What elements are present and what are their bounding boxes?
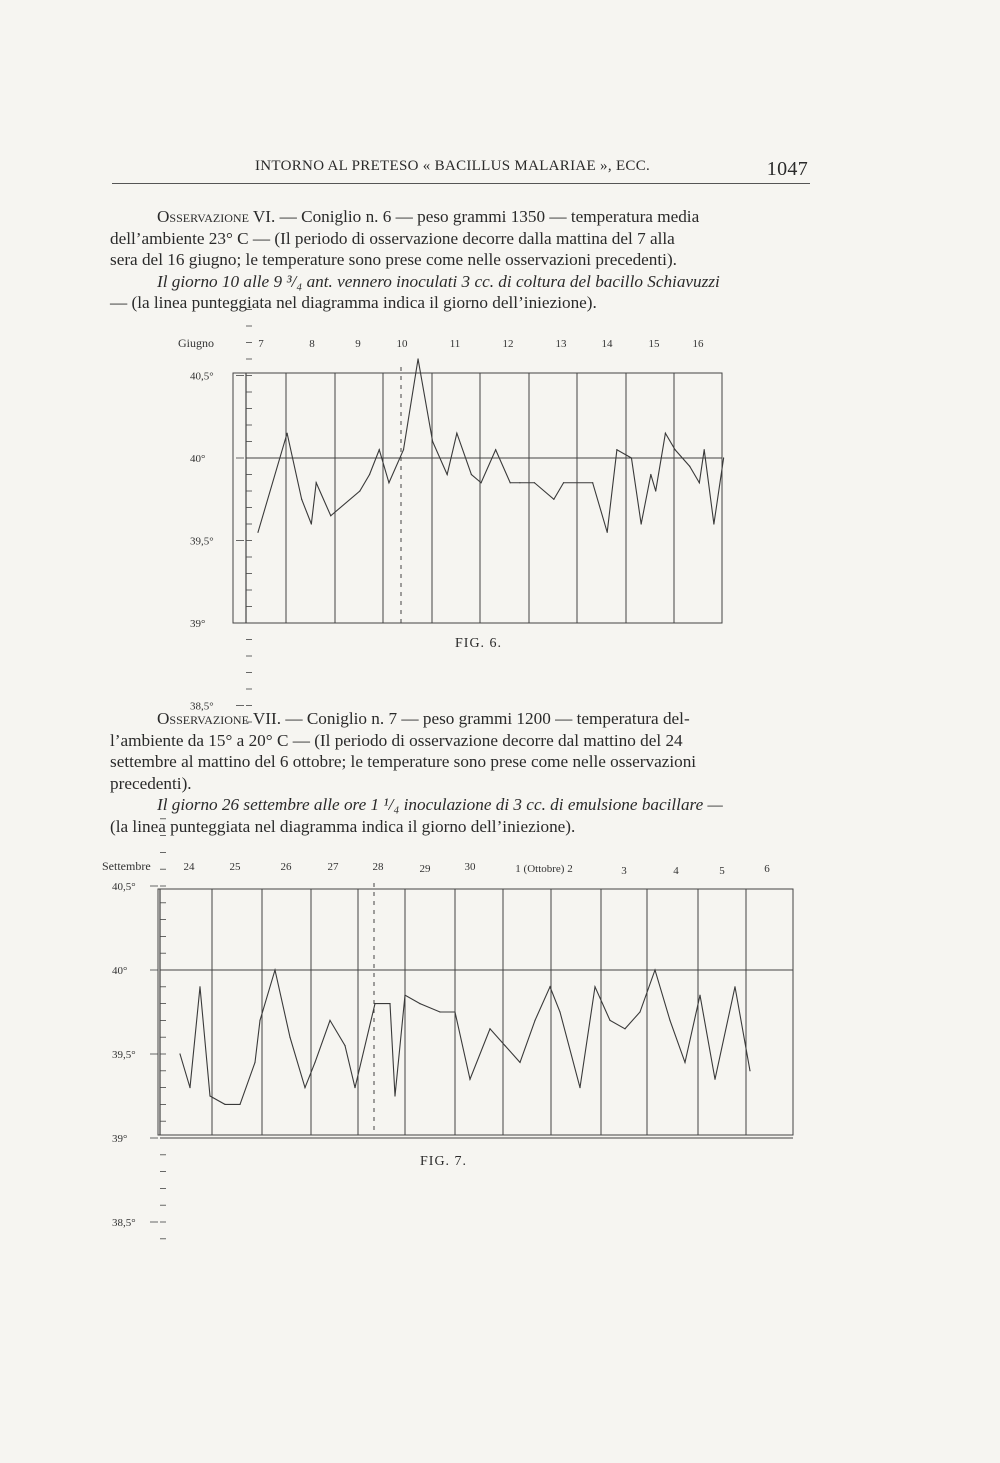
- temperature-point: [189, 1087, 190, 1088]
- figure-7-caption: FIG. 7.: [420, 1154, 468, 1169]
- obs6-line1-rest: — Coniglio n. 6 — peso grammi 1350 — temperatura media: [275, 207, 700, 226]
- day-label: 5: [719, 865, 725, 877]
- temperature-series-line: [180, 970, 750, 1104]
- page-number: 1047: [766, 158, 808, 180]
- temperature-point: [749, 1070, 750, 1071]
- temperature-point: [289, 1037, 290, 1038]
- y-tick-label: 40°: [112, 965, 128, 977]
- y-tick-label: 39°: [190, 618, 206, 630]
- y-tick-label: 38,5°: [190, 700, 214, 713]
- temperature-point: [394, 1095, 395, 1096]
- temperature-point: [389, 1003, 390, 1004]
- day-label: 13: [555, 338, 567, 350]
- temperature-point: [404, 995, 405, 996]
- temperature-point: [239, 1104, 240, 1105]
- temperature-point: [489, 1028, 490, 1029]
- day-label: 12: [502, 338, 514, 350]
- day-label: 29: [419, 863, 431, 875]
- running-title: INTORNO AL PRETESO « BACILLUS MALARIAE », ECC.: [255, 158, 651, 174]
- temperature-point: [519, 1062, 520, 1063]
- temperature-point: [179, 1053, 180, 1054]
- obs6-line3: sera del 16 giugno; le temperature sono prese come nelle osservazioni precedenti).: [110, 250, 677, 269]
- day-label: 9: [355, 338, 361, 350]
- temperature-point: [624, 1028, 625, 1029]
- temperature-point: [714, 1079, 715, 1080]
- obs7-line1-rest: — Coniglio n. 7 — peso grammi 1200 — temperatura del-: [281, 709, 690, 728]
- day-label: 14: [601, 338, 613, 350]
- day-label: 28: [372, 861, 384, 873]
- temperature-point: [314, 1062, 315, 1063]
- day-label: 11: [449, 338, 461, 350]
- day-label: 26: [280, 861, 292, 873]
- y-tick-label: 40°: [190, 453, 206, 465]
- day-label: 30: [464, 861, 476, 873]
- temperature-point: [199, 986, 200, 987]
- temperature-point: [654, 969, 655, 970]
- obs7-heading: Osservazione VII.: [157, 709, 282, 728]
- temperature-point: [639, 1011, 640, 1012]
- y-tick-label: 39,5°: [112, 1049, 136, 1061]
- day-label: 27: [327, 861, 339, 873]
- month-label: Settembre: [102, 859, 151, 873]
- day-label: 24: [183, 861, 195, 873]
- obs6-line5: — (la linea punteggiata nel diagramma indica il giorno dell’iniezione).: [110, 293, 597, 312]
- y-tick-label: 38,5°: [112, 1217, 136, 1229]
- obs6-line2: dell’ambiente 23° C — (Il periodo di osservazione decorre dalla mattina del 7 alla: [110, 228, 675, 248]
- obs7-line4: precedenti).: [110, 773, 192, 793]
- temperature-point: [734, 986, 735, 987]
- day-label: 25: [229, 861, 241, 873]
- temperature-point: [374, 1003, 375, 1004]
- day-label: 6: [764, 863, 770, 875]
- temperature-point: [579, 1087, 580, 1088]
- temperature-point: [549, 986, 550, 987]
- temperature-point: [344, 1045, 345, 1046]
- figure-6-caption: FIG. 6.: [455, 636, 503, 651]
- temperature-point: [304, 1087, 305, 1088]
- temperature-point: [254, 1062, 255, 1063]
- y-tick-label: 39,5°: [190, 535, 214, 548]
- day-label: 7: [258, 338, 264, 350]
- day-label: 15: [648, 338, 660, 350]
- temperature-point: [329, 1020, 330, 1021]
- day-label: 16: [692, 338, 704, 350]
- obs6-heading: Osservazione VI.: [157, 207, 276, 226]
- temperature-point: [684, 1062, 685, 1063]
- temperature-point: [354, 1087, 355, 1088]
- temperature-point: [274, 969, 275, 970]
- day-label: 4: [673, 865, 679, 877]
- obs7-line5: Il giorno 26 settembre alle ore 1 ¹/₄ inoculazione di 3 cc. di emulsione bacillare —: [157, 795, 723, 814]
- obs6-line4: Il giorno 10 alle 9 ³/₄ ant. vennero inoculati 3 cc. di coltura del bacillo Schiavuzzi: [157, 271, 720, 291]
- temperature-point: [439, 1011, 440, 1012]
- temperature-point: [454, 1011, 455, 1012]
- day-label: 8: [309, 338, 315, 350]
- obs7-line3: settembre al mattino del 6 ottobre; le temperature sono prese come nelle osservazioni: [110, 752, 697, 771]
- day-label: 1 (Ottobre) 2: [515, 863, 573, 875]
- temperature-point: [469, 1079, 470, 1080]
- temperature-point: [559, 1011, 560, 1012]
- y-tick-label: 40,5°: [190, 370, 214, 383]
- y-tick-label: 40,5°: [112, 881, 136, 893]
- temperature-point: [259, 1020, 260, 1021]
- obs7-line2: l’ambiente da 15° a 20° C — (Il periodo di osservazione decorre dal mattino del 24: [110, 730, 683, 750]
- temperature-point: [669, 1020, 670, 1021]
- temperature-point: [699, 995, 700, 996]
- day-label: 3: [621, 865, 627, 877]
- temperature-point: [504, 1045, 505, 1046]
- obs7-line6: (la linea punteggiata nel diagramma indica il giorno dell’iniezione).: [110, 816, 576, 836]
- y-tick-label: 39°: [112, 1133, 128, 1145]
- temperature-point: [419, 1003, 420, 1004]
- temperature-point: [594, 986, 595, 987]
- temperature-point: [209, 1095, 210, 1096]
- day-label: 10: [396, 338, 408, 350]
- temperature-point: [224, 1104, 225, 1105]
- temperature-point: [609, 1020, 610, 1021]
- temperature-point: [534, 1020, 535, 1021]
- month-label: Giugno: [178, 336, 214, 350]
